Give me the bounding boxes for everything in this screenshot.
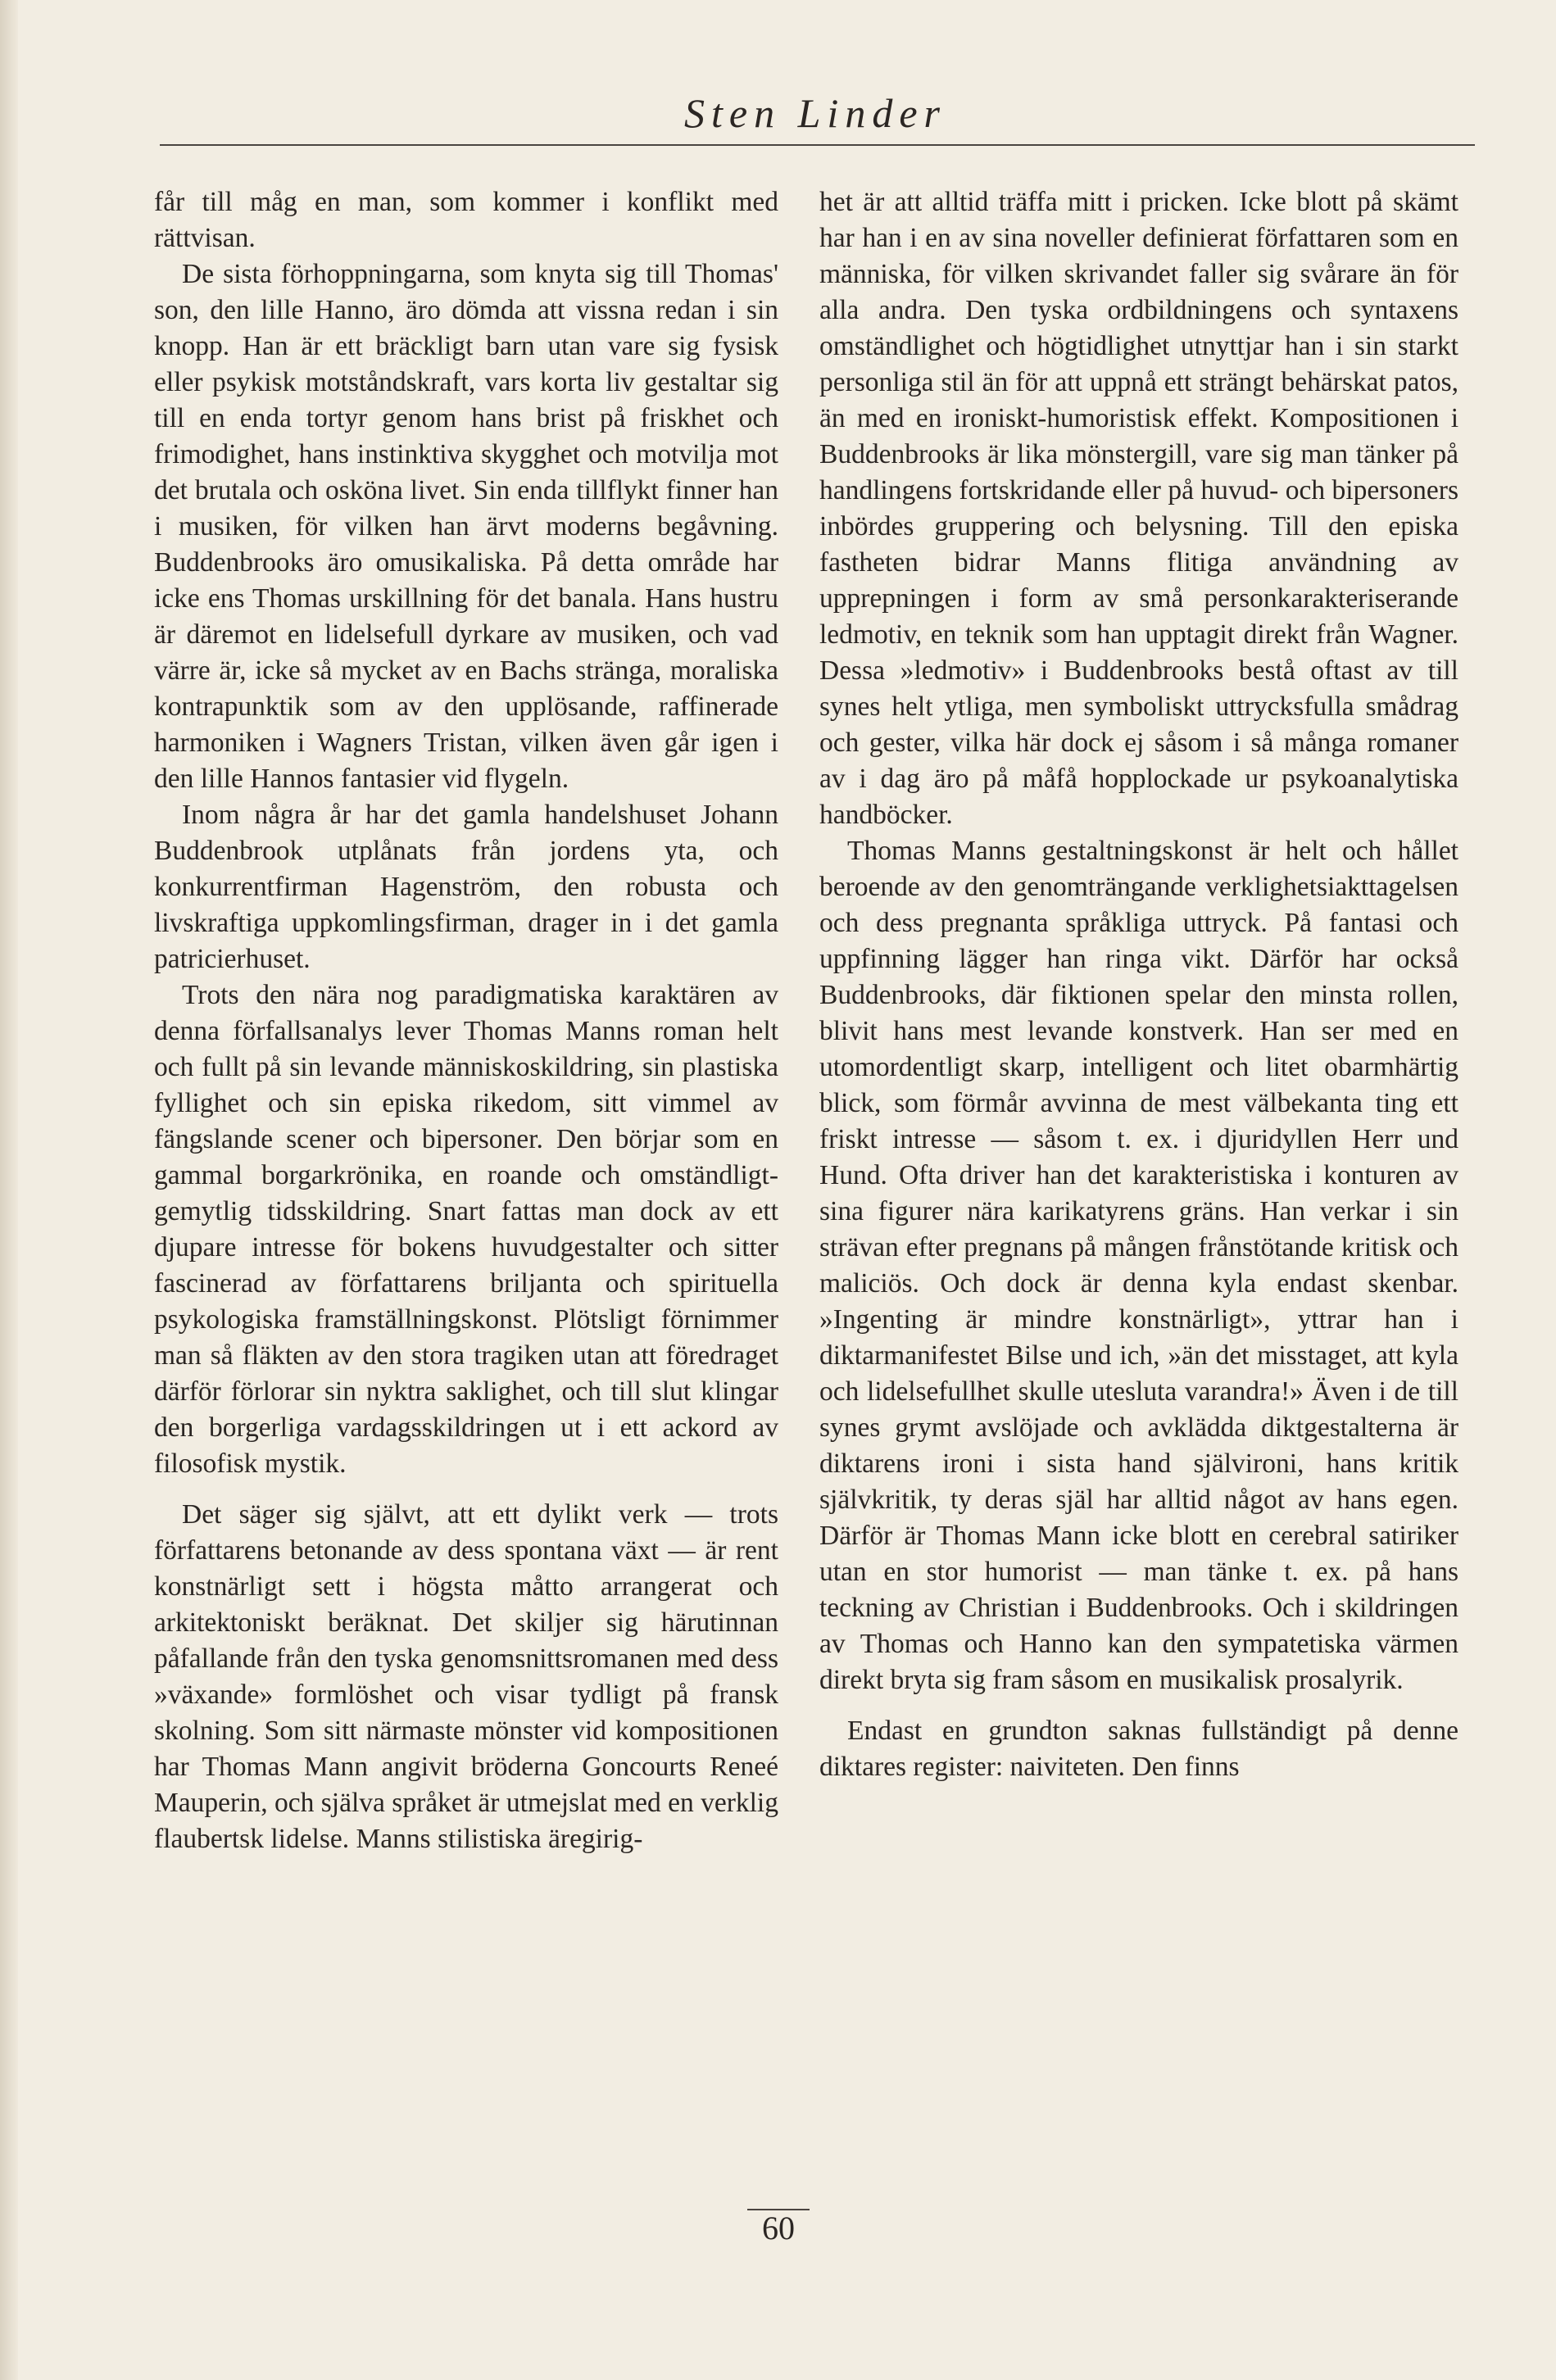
right-column [819, 184, 1458, 1785]
paragraph: Inom några år har det gamla handelshuset Johann Buddenbrook utplånats från jordens yta, och konkurrentfirman Hagenström, den robusta och livskraftiga uppkomlingsfirman, drager in i det gamla patricierhuset. [154, 800, 778, 974]
running-header [156, 80, 1475, 146]
header-title: Sten Linder [684, 90, 946, 136]
page-edge-shadow [0, 0, 18, 2380]
paragraph: Endast en grundton saknas fullständigt på denne diktares register: naiviteten. Den finns [819, 1716, 1458, 1782]
paragraph: Det säger sig självt, att ett dylikt verk — trots författarens betonande av dess spontana växt — är rent konstnärligt sett i högsta måtto arrangerat och arkitektoniskt beräknat. Det skiljer sig härutinnan påfallande från den tyska genomsnittsromanen med dess »växande» formlöshet och visar tydligt på fransk skolning. Som sitt närmaste mönster vid kompositionen har Thomas Mann angivit bröderna Goncourts Reneé Mauperin, och själva språket är utmejslat med en verklig flaubertsk lidelse. Manns stilistiska äregirig- [154, 1499, 778, 1854]
paragraph: Thomas Manns gestaltningskonst är helt och hållet beroende av den genomträngande verklighetsiakttagelsen och dess pregnanta språkliga uttryck. På fantasi och uppfinning lägger han ringa vikt. Därför har också Buddenbrooks, där fiktionen spelar den minsta rollen, blivit hans mest levande konstverk. Han ser med en utomordentligt skarp, intelligent och litet obarmhärtig blick, som förmår avvinna de mest välbekanta ting ett friskt intresse — såsom t. ex. i djuridyllen Herr und Hund. Ofta driver han det karakteristiska i konturen av sina figurer nära karikatyrens gräns. Han verkar i sin strävan efter pregnans på mången frånstötande kritisk och maliciös. Och dock är denna kyla endast skenbar. »Ingenting är mindre konstnärligt», yttrar han i diktarmanifestet Bilse und ich, »än det misstaget, att kyla och lidelsefullhet skulle utesluta varandra!» Även i de till synes grymt avslöjade och avklädda diktgestalterna är diktarens ironi i sista hand självironi, hans kritik självkritik, ty deras själ har alltid något av hans egen. Därför är Thomas Mann icke blott en cerebral satiriker utan en stor humorist — man tänke t. ex. på hans teckning av Christian i Buddenbrooks. Och i skildringen av Thomas och Hanno kan den sympatetiska värmen direkt bryta sig fram såsom en musikalisk prosalyrik. [819, 836, 1458, 1695]
left-column [154, 184, 778, 1857]
page-number: 60 [762, 2210, 795, 2246]
header-rule [160, 144, 1475, 146]
paragraph: het är att alltid träffa mitt i pricken. Icke blott på skämt har han i en av sina noveller definierat författaren som en människa, för vilken skrivandet faller sig svårare än för alla andra. Den tyska ordbildningens och syntaxens omständlighet och högtidlighet utnyttjar han i sin starkt personliga stil än för att uppnå ett strängt behärskat patos, än med en ironiskt-humoristisk effekt. Kompositionen i Buddenbrooks är lika mönstergill, vare sig man tänker på handlingens fortskridande eller på huvud- och bipersoners inbördes gruppering och belysning. Till den episka fastheten bidrar Manns flitiga användning av upprepningen i form av små personkarakteriserande ledmotiv, en teknik som han upptagit direkt från Wagner. Dessa »ledmotiv» i Buddenbrooks bestå oftast av till synes helt ytliga, men symboliskt uttrycksfulla smådrag och gester, vilka här dock ej såsom i så många romaner av i dag äro på måfå hopplockade ur psykoanalytiska handböcker. [819, 187, 1458, 830]
paragraph: får till måg en man, som kommer i konflikt med rättvisan. [154, 187, 778, 253]
paragraph: De sista förhoppningarna, som knyta sig till Thomas' son, den lille Hanno, äro dömda att vissna redan i sin knopp. Han är ett bräckligt barn utan vare sig fysisk eller psykisk motståndskraft, vars korta liv gestaltar sig till en enda tortyr genom hans brist på friskhet och frimodighet, hans instinktiva skygghet och motvilja mot det brutala och osköna livet. Sin enda tillflykt finner han i musiken, för vilken han ärvt moderns begåvning. Buddenbrooks äro omusikaliska. På detta område har icke ens Thomas urskillning för det banala. Hans hustru är däremot en lidelsefull dyrkare av musiken, och vad värre är, icke så mycket av en Bachs stränga, moraliska kontrapunktik som av den upplösande, raffinerade harmoniken i Wagners Tristan, vilken även går igen i den lille Hannos fantasier vid flygeln. [154, 259, 778, 794]
paragraph: Trots den nära nog paradigmatiska karaktären av denna förfallsanalys lever Thomas Manns roman helt och fullt på sin levande människoskildring, sin plastiska fyllighet och sin episka rikedom, sitt vimmel av fängslande scener och bipersoner. Den börjar som en gammal borgarkrönika, en roande och omständligt-gemytlig tidsskildring. Snart fattas man dock av ett djupare intresse för bokens huvudgestalter och sitter fascinerad av författarens briljanta och spirituella psykologiska framställningskonst. Plötsligt förnimmer man så fläkten av den stora tragiken utan att föredraget därför förlorar sin nyktra saklighet, och till slut klingar den borgerliga vardagsskildringen ut i ett ackord av filosofisk mystik. [154, 980, 778, 1479]
